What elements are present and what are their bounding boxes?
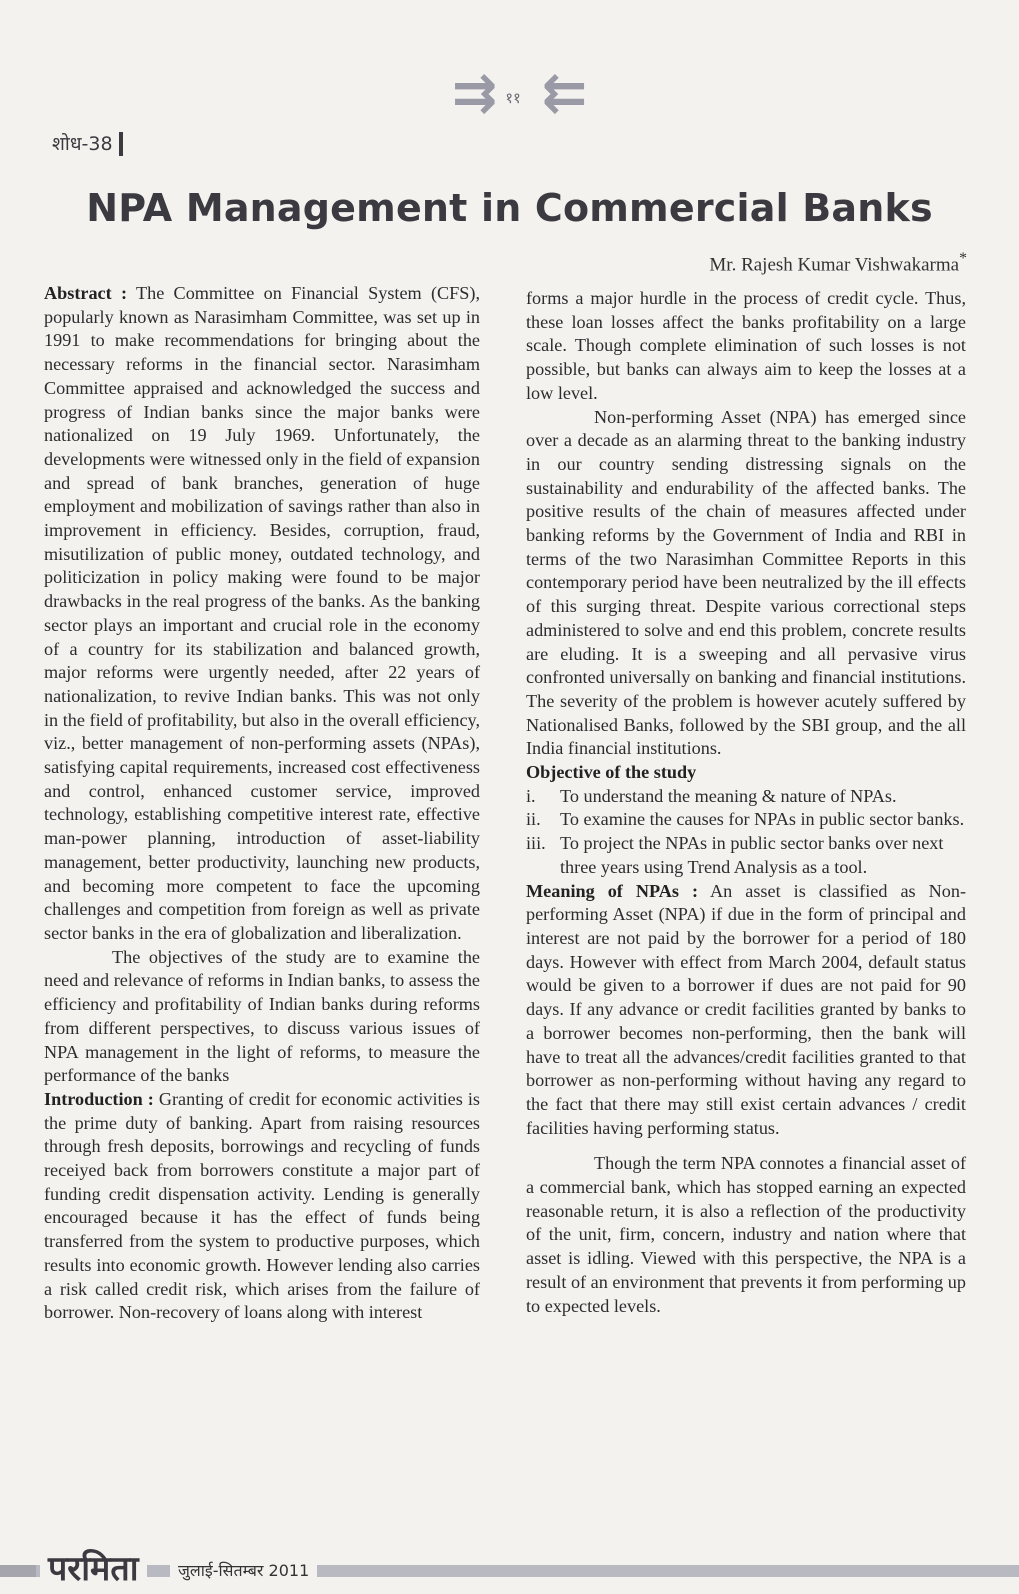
abstract-heading: Abstract : [44,283,128,303]
author-mark: * [959,250,967,267]
introduction-heading: Introduction : [44,1088,154,1109]
ornament-right-icon: ⇇ [542,61,588,124]
list-marker: i. [526,785,536,806]
issue-date: जुलाई-सितम्बर 2011 [170,1557,317,1585]
meaning-heading: Meaning of NPAs : [526,880,699,901]
journal-logo: परमिता [40,1549,147,1589]
npa-paragraph: Non-performing Asset (NPA) has emerged since over a decade as an alarming threat to the banking industry in our country sending distressing signals on the sustainability and endurability of the affected banks. The positive results of the chain of measures affected under banking reforms by the Government of India and RBI in terms of the two Narasimhan Committee Reports in this contemporary period have been neutralized by the ill effects of this surging threat. Despite various correctional steps administered to solve and end this problem, concrete results are eluding. It is a sweeping and all pervasive virus confronted universally on banking and financial institutions. The severity of the problem is however acutely suffered by Nationalised Banks, followed by the SBI group, and the all India financial institutions. [526,406,966,759]
article-title: NPA Management in Commercial Banks [86,186,933,230]
list-item-text: To project the NPAs in public sector banks over next three years using Trend Analysis as a tool. [560,833,944,877]
list-item-text: To examine the causes for NPAs in public sector banks. [560,809,965,830]
section-label: शोध-38 [52,132,123,156]
list-item [526,808,966,832]
objectives-list [526,785,966,880]
footer-band-left [0,1565,36,1577]
left-column [44,282,480,1325]
abstract-paragraph [44,282,480,946]
objectives-paragraph: The objectives of the study are to examine the need and relevance of reforms in Indian banks, to assess the efficiency and profitability of Indian banks during reforms from different perspectives, to discuss various issues of NPA management in the light of reforms, to measure the performance of the banks [44,946,480,1086]
page-footer [0,1549,1019,1589]
meaning-text: An asset is classified as Non-performing Asset (NPA) if due in the form of principal and interest are not paid by the borrower for a period of 180 days. However with effect from March 2004, default status would be given to a borrower if dues are not paid for 90 days. If any advance or credit facilities granted by banks to a borrower becomes non-performing, then the bank will have to treat all the advances/credit facilities granted to that borrower as non-performing without having any regard to the fact that there may still exist certain advances / credit facilities having performing status. [526,880,966,1138]
ornament-left-icon: ⇉ [452,61,498,124]
meaning-paragraph [526,880,966,1141]
page-number-ornament [452,60,588,130]
list-marker: iii. [526,833,546,854]
continuation-paragraph: forms a major hurdle in the process of credit cycle. Thus, these loan losses affect the banks profitability on a large scale. Though complete elimination of such losses is not possible, but banks can always aim to keep the losses at a low level. [526,288,966,403]
abstract-text: The Committee on Financial System (CFS), popularly known as Narasimham Committee, was set up in 1991 to make recommendations for bringing about the necessary reforms in the financial sector. Narasimham Committee appraised and acknowledged the success and progress of Indian banks since the major banks were nationalized on 19 July 1969. Unfortunately, the developments were witnessed only in the field of expansion and spread of bank branches, generation of huge employment and mobilization of savings rather than also in improvement in efficiency. Besides, corruption, fraud, misutilization of public money, outdated technology, and politicization in policy making were found to be major drawbacks in the real progress of the banks. As the banking sector plays an important and crucial role in the economy of a country for its stabilization and balanced growth, major reforms were urgently needed, after 22 years of nationalization, to revive Indian banks. This was not only in the field of profitability, but also in the overall efficiency, viz., better management of non-performing assets (NPAs), satisfying capital requirements, increased cost effectiveness and control, enhanced customer service, improved technology, establishing competitive interest rate, effective man-power planning, introduction of asset-liability management, better productivity, launching new products, and becoming more competent to face the upcoming challenges and competition from foreign as well as private sector banks in the era of globalization and liberalization. [44,283,480,943]
final-paragraph: Though the term NPA connotes a financial asset of a commercial bank, which has stopped earning an expected reasonable return, it is also a reflection of the productivity of the unit, firm, concern, industry and nation where that asset is idling. Viewed with this perspective, the NPA is a result of an environment that prevents it from performing up to expected levels. [526,1153,966,1316]
objective-heading: Objective of the study [526,762,697,783]
footer-band [0,1565,1019,1577]
right-column [526,287,966,1318]
author-name: Mr. Rajesh Kumar Vishwakarma [709,254,960,276]
introduction-text: Granting of credit for economic activities is the prime duty of banking. Apart from raising resources through fresh deposits, borrowings and recycling of funds receiyed back from borrowers constitute a major part of funding credit dispensation activity. Lending is generally encouraged because it has the effect of funds being transferred from the system to productive purposes, which results into economic growth. However lending also carries a risk called credit risk, which arises from the failure of borrower. Non-recovery of loans along with interest [44,1088,480,1323]
list-item-text: To understand the meaning & nature of NPAs. [560,785,897,806]
page-number: ११ [505,89,521,107]
list-item [526,785,966,809]
introduction-paragraph [44,1088,480,1325]
list-marker: ii. [526,809,541,830]
author-line [709,250,967,276]
list-item [526,832,966,879]
